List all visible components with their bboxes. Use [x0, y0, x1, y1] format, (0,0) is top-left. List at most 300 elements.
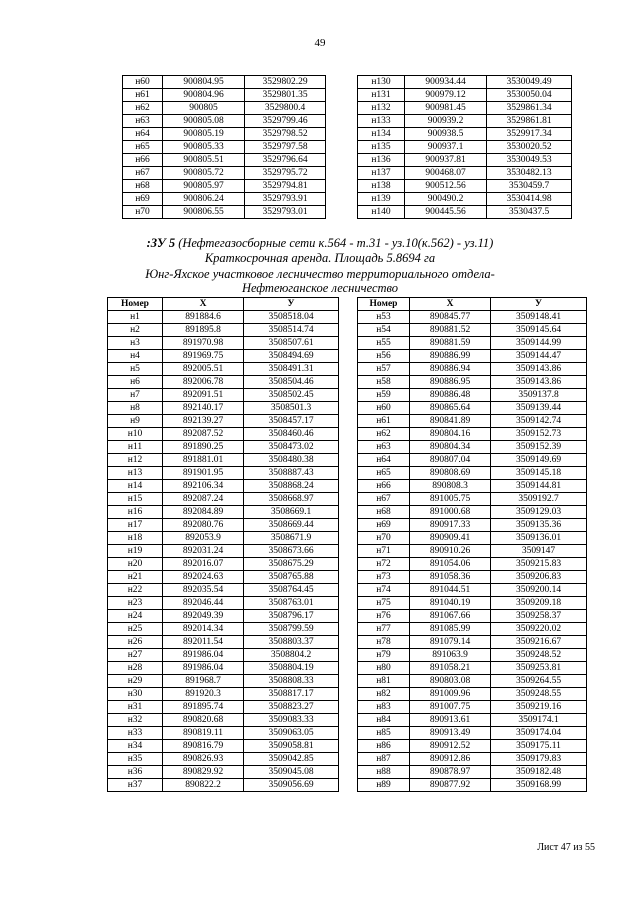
point-number: н63 [358, 441, 410, 454]
table-row [358, 740, 587, 753]
table-row [108, 545, 339, 558]
x-coordinate: 890829.92 [163, 766, 244, 779]
table-row [123, 154, 326, 167]
x-coordinate: 890913.61 [410, 714, 491, 727]
table-row [108, 493, 339, 506]
x-coordinate: 890826.93 [163, 753, 244, 766]
table-row [108, 779, 339, 792]
y-coordinate: 3529861.34 [487, 102, 572, 115]
x-coordinate: 891058.36 [410, 571, 491, 584]
table-row [123, 141, 326, 154]
table-row [358, 311, 587, 324]
y-coordinate: 3509145.64 [491, 324, 587, 337]
x-coordinate: 890845.77 [410, 311, 491, 324]
table-row [358, 389, 587, 402]
x-coordinate: 892139.27 [163, 415, 244, 428]
x-coordinate: 890822.2 [163, 779, 244, 792]
table-row [358, 428, 587, 441]
section-description: (Нефтегазосборные сети к.564 - т.31 - уз.10(к.562) - уз.11) [175, 236, 494, 250]
table-row [108, 571, 339, 584]
table-row [108, 519, 339, 532]
table-row [108, 636, 339, 649]
x-coordinate: 900512.56 [405, 180, 487, 193]
table-row [123, 76, 326, 89]
point-number: н58 [358, 376, 410, 389]
point-number: н77 [358, 623, 410, 636]
y-coordinate: 3508457.17 [244, 415, 339, 428]
x-coordinate: 900805.33 [163, 141, 245, 154]
point-number: н24 [108, 610, 163, 623]
y-coordinate: 3509192.7 [491, 493, 587, 506]
point-number: н80 [358, 662, 410, 675]
x-coordinate: 900804.95 [163, 76, 245, 89]
x-coordinate: 900490.2 [405, 193, 487, 206]
point-number: н14 [108, 480, 163, 493]
point-number: н31 [108, 701, 163, 714]
table-row [123, 180, 326, 193]
sheet-footer: Лист 47 из 55 [537, 842, 595, 853]
table-row [358, 454, 587, 467]
table-row [123, 89, 326, 102]
x-coordinate: 890886.95 [410, 376, 491, 389]
x-coordinate: 892049.39 [163, 610, 244, 623]
y-coordinate: 3508494.69 [244, 350, 339, 363]
x-coordinate: 891005.75 [410, 493, 491, 506]
x-coordinate: 892035.54 [163, 584, 244, 597]
y-coordinate: 3509248.52 [491, 649, 587, 662]
y-coordinate: 3509063.05 [244, 727, 339, 740]
y-coordinate: 3529799.46 [245, 115, 326, 128]
table-row [108, 649, 339, 662]
table-row [108, 532, 339, 545]
header-x: X [163, 298, 244, 311]
table-row [108, 727, 339, 740]
point-number: н59 [358, 389, 410, 402]
y-coordinate: 3509174.1 [491, 714, 587, 727]
point-number: н60 [123, 76, 163, 89]
point-number: н61 [123, 89, 163, 102]
table-row [108, 363, 339, 376]
y-coordinate: 3509135.36 [491, 519, 587, 532]
point-number: н10 [108, 428, 163, 441]
table-row [108, 402, 339, 415]
table-row [108, 454, 339, 467]
header-y: У [491, 298, 587, 311]
table-row [358, 519, 587, 532]
table-row [358, 402, 587, 415]
coord-table-top-right [357, 75, 572, 219]
x-coordinate: 900805.19 [163, 128, 245, 141]
y-coordinate: 3509144.47 [491, 350, 587, 363]
table-row [108, 337, 339, 350]
table-row [123, 206, 326, 219]
y-coordinate: 3508669.1 [244, 506, 339, 519]
table-row [123, 128, 326, 141]
table-row [358, 76, 572, 89]
y-coordinate: 3508887.43 [244, 467, 339, 480]
y-coordinate: 3508518.04 [244, 311, 339, 324]
coord-table-bottom-right [357, 297, 587, 792]
y-coordinate: 3509137.8 [491, 389, 587, 402]
header-number: Номер [358, 298, 410, 311]
point-number: н70 [358, 532, 410, 545]
x-coordinate: 891000.68 [410, 506, 491, 519]
table-row [358, 558, 587, 571]
point-number: н55 [358, 337, 410, 350]
point-number: н23 [108, 597, 163, 610]
point-number: н2 [108, 324, 163, 337]
point-number: н53 [358, 311, 410, 324]
table-row [108, 610, 339, 623]
point-number: н64 [358, 454, 410, 467]
y-coordinate: 3509264.55 [491, 675, 587, 688]
x-coordinate: 900805.72 [163, 167, 245, 180]
table-row [358, 115, 572, 128]
forestry-department-line: Нефтеюганское лесничество [241, 281, 399, 295]
point-number: н73 [358, 571, 410, 584]
point-number: н17 [108, 519, 163, 532]
x-coordinate: 892006.78 [163, 376, 244, 389]
y-coordinate: 3529917.34 [487, 128, 572, 141]
point-number: н37 [108, 779, 163, 792]
page-number: 49 [314, 37, 326, 49]
y-coordinate: 3508763.01 [244, 597, 339, 610]
y-coordinate: 3530482.13 [487, 167, 572, 180]
point-number: н35 [108, 753, 163, 766]
table-row [358, 532, 587, 545]
x-coordinate: 891895.8 [163, 324, 244, 337]
header-x: X [410, 298, 491, 311]
x-coordinate: 891044.51 [410, 584, 491, 597]
table-row [108, 623, 339, 636]
point-number: н11 [108, 441, 163, 454]
y-coordinate: 3508671.9 [244, 532, 339, 545]
table-row [108, 701, 339, 714]
x-coordinate: 891920.3 [163, 688, 244, 701]
point-number: н136 [358, 154, 405, 167]
header-row [108, 298, 339, 311]
point-number: н62 [123, 102, 163, 115]
x-coordinate: 892014.34 [163, 623, 244, 636]
table-row [358, 415, 587, 428]
y-coordinate: 3509215.83 [491, 558, 587, 571]
header-number: Номер [108, 298, 163, 311]
y-coordinate: 3529794.81 [245, 180, 326, 193]
y-coordinate: 3508514.74 [244, 324, 339, 337]
x-coordinate: 892024.63 [163, 571, 244, 584]
table-row [358, 337, 587, 350]
point-number: н21 [108, 571, 163, 584]
point-number: н74 [358, 584, 410, 597]
y-coordinate: 3508460.46 [244, 428, 339, 441]
x-coordinate: 891079.14 [410, 636, 491, 649]
point-number: н32 [108, 714, 163, 727]
table-row [358, 180, 572, 193]
y-coordinate: 3509148.41 [491, 311, 587, 324]
x-coordinate: 891054.06 [410, 558, 491, 571]
y-coordinate: 3508504.46 [244, 376, 339, 389]
x-coordinate: 892084.89 [163, 506, 244, 519]
point-number: н65 [358, 467, 410, 480]
y-coordinate: 3509219.16 [491, 701, 587, 714]
y-coordinate: 3509143.86 [491, 376, 587, 389]
y-coordinate: 3509129.03 [491, 506, 587, 519]
point-number: н36 [108, 766, 163, 779]
x-coordinate: 890820.68 [163, 714, 244, 727]
header-y: У [244, 298, 339, 311]
x-coordinate: 890807.04 [410, 454, 491, 467]
point-number: н81 [358, 675, 410, 688]
x-coordinate: 900804.96 [163, 89, 245, 102]
point-number: н22 [108, 584, 163, 597]
table-row [358, 623, 587, 636]
y-coordinate: 3509149.69 [491, 454, 587, 467]
x-coordinate: 890912.86 [410, 753, 491, 766]
table-row [108, 376, 339, 389]
point-number: н88 [358, 766, 410, 779]
y-coordinate: 3508491.31 [244, 363, 339, 376]
point-number: н3 [108, 337, 163, 350]
table-row [358, 467, 587, 480]
y-coordinate: 3509139.44 [491, 402, 587, 415]
point-number: н76 [358, 610, 410, 623]
y-coordinate: 3508668.97 [244, 493, 339, 506]
x-coordinate: 892053.9 [163, 532, 244, 545]
point-number: н16 [108, 506, 163, 519]
x-coordinate: 892087.52 [163, 428, 244, 441]
x-coordinate: 900468.07 [405, 167, 487, 180]
table-row [358, 363, 587, 376]
x-coordinate: 890886.94 [410, 363, 491, 376]
table-row [108, 584, 339, 597]
table-row [108, 311, 339, 324]
table-row [358, 493, 587, 506]
y-coordinate: 3529800.4 [245, 102, 326, 115]
y-coordinate: 3508765.88 [244, 571, 339, 584]
x-coordinate: 891063.9 [410, 649, 491, 662]
x-coordinate: 891901.95 [163, 467, 244, 480]
x-coordinate: 900805 [163, 102, 245, 115]
table-row [358, 584, 587, 597]
y-coordinate: 3508823.27 [244, 701, 339, 714]
x-coordinate: 891040.19 [410, 597, 491, 610]
point-number: н9 [108, 415, 163, 428]
x-coordinate: 890819.11 [163, 727, 244, 740]
table-row [358, 324, 587, 337]
point-number: н66 [358, 480, 410, 493]
table-row [108, 675, 339, 688]
x-coordinate: 900981.45 [405, 102, 487, 115]
table-row [358, 753, 587, 766]
y-coordinate: 3509258.37 [491, 610, 587, 623]
point-number: н83 [358, 701, 410, 714]
table-row [108, 688, 339, 701]
table-row [358, 206, 572, 219]
point-number: н7 [108, 389, 163, 402]
x-coordinate: 890886.48 [410, 389, 491, 402]
point-number: н34 [108, 740, 163, 753]
y-coordinate: 3508803.37 [244, 636, 339, 649]
point-number: н54 [358, 324, 410, 337]
y-coordinate: 3529801.35 [245, 89, 326, 102]
y-coordinate: 3508868.24 [244, 480, 339, 493]
point-number: н19 [108, 545, 163, 558]
table-row [358, 714, 587, 727]
point-number: н87 [358, 753, 410, 766]
table-row [108, 662, 339, 675]
y-coordinate: 3509206.83 [491, 571, 587, 584]
table-row [358, 766, 587, 779]
x-coordinate: 900805.08 [163, 115, 245, 128]
table-row [358, 376, 587, 389]
point-number: н138 [358, 180, 405, 193]
x-coordinate: 891890.25 [163, 441, 244, 454]
x-coordinate: 891881.01 [163, 454, 244, 467]
section-title [0, 236, 640, 251]
x-coordinate: 900806.55 [163, 206, 245, 219]
point-number: н69 [123, 193, 163, 206]
point-number: н56 [358, 350, 410, 363]
table-row [358, 597, 587, 610]
y-coordinate: 3509145.18 [491, 467, 587, 480]
x-coordinate: 900445.56 [405, 206, 487, 219]
y-coordinate: 3529793.01 [245, 206, 326, 219]
table-row [108, 506, 339, 519]
x-coordinate: 892005.51 [163, 363, 244, 376]
y-coordinate: 3529795.72 [245, 167, 326, 180]
point-number: н75 [358, 597, 410, 610]
y-coordinate: 3529797.58 [245, 141, 326, 154]
table-row [358, 610, 587, 623]
x-coordinate: 890878.97 [410, 766, 491, 779]
x-coordinate: 890881.52 [410, 324, 491, 337]
y-coordinate: 3529861.81 [487, 115, 572, 128]
y-coordinate: 3508804.19 [244, 662, 339, 675]
table-row [358, 727, 587, 740]
table-row [358, 662, 587, 675]
x-coordinate: 890803.08 [410, 675, 491, 688]
x-coordinate: 891969.75 [163, 350, 244, 363]
point-number: н28 [108, 662, 163, 675]
x-coordinate: 890841.89 [410, 415, 491, 428]
y-coordinate: 3508507.61 [244, 337, 339, 350]
y-coordinate: 3509168.99 [491, 779, 587, 792]
point-number: н135 [358, 141, 405, 154]
point-number: н15 [108, 493, 163, 506]
table-row [358, 193, 572, 206]
x-coordinate: 900939.2 [405, 115, 487, 128]
x-coordinate: 890877.92 [410, 779, 491, 792]
y-coordinate: 3529793.91 [245, 193, 326, 206]
x-coordinate: 890912.52 [410, 740, 491, 753]
y-coordinate: 3509220.02 [491, 623, 587, 636]
table-row [358, 350, 587, 363]
y-coordinate: 3530049.49 [487, 76, 572, 89]
table-row [108, 389, 339, 402]
point-number: н66 [123, 154, 163, 167]
table-row [358, 480, 587, 493]
point-number: н13 [108, 467, 163, 480]
coord-table-top-left [122, 75, 326, 219]
table-row [358, 506, 587, 519]
table-row [108, 740, 339, 753]
table-row [108, 441, 339, 454]
y-coordinate: 3508480.38 [244, 454, 339, 467]
table-row [358, 154, 572, 167]
point-number: н68 [123, 180, 163, 193]
y-coordinate: 3508673.66 [244, 545, 339, 558]
x-coordinate: 892087.24 [163, 493, 244, 506]
y-coordinate: 3530050.04 [487, 89, 572, 102]
x-coordinate: 890865.64 [410, 402, 491, 415]
point-number: н70 [123, 206, 163, 219]
table-row [358, 545, 587, 558]
x-coordinate: 890804.16 [410, 428, 491, 441]
table-row [358, 779, 587, 792]
point-number: н86 [358, 740, 410, 753]
point-number: н68 [358, 506, 410, 519]
x-coordinate: 890804.34 [410, 441, 491, 454]
x-coordinate: 892140.17 [163, 402, 244, 415]
point-number: н29 [108, 675, 163, 688]
point-number: н137 [358, 167, 405, 180]
x-coordinate: 890913.49 [410, 727, 491, 740]
y-coordinate: 3508799.59 [244, 623, 339, 636]
table-row [108, 428, 339, 441]
table-row [358, 128, 572, 141]
table-row [123, 193, 326, 206]
x-coordinate: 890917.33 [410, 519, 491, 532]
x-coordinate: 892016.07 [163, 558, 244, 571]
point-number: н4 [108, 350, 163, 363]
x-coordinate: 892080.76 [163, 519, 244, 532]
y-coordinate: 3508675.29 [244, 558, 339, 571]
x-coordinate: 891058.21 [410, 662, 491, 675]
y-coordinate: 3530414.98 [487, 193, 572, 206]
y-coordinate: 3509042.85 [244, 753, 339, 766]
y-coordinate: 3508817.17 [244, 688, 339, 701]
y-coordinate: 3509144.81 [491, 480, 587, 493]
x-coordinate: 891067.66 [410, 610, 491, 623]
point-number: н64 [123, 128, 163, 141]
point-number: н67 [123, 167, 163, 180]
y-coordinate: 3530049.53 [487, 154, 572, 167]
x-coordinate: 892031.24 [163, 545, 244, 558]
table-row [358, 141, 572, 154]
forestry-line: Юнг-Яхское участковое лесничество территориального отдела- [145, 267, 495, 281]
x-coordinate: 900979.12 [405, 89, 487, 102]
y-coordinate: 3529796.64 [245, 154, 326, 167]
table-row [108, 467, 339, 480]
y-coordinate: 3509179.83 [491, 753, 587, 766]
table-row [108, 714, 339, 727]
point-number: н62 [358, 428, 410, 441]
section-id: :ЗУ 5 [146, 236, 176, 250]
y-coordinate: 3509216.67 [491, 636, 587, 649]
point-number: н18 [108, 532, 163, 545]
x-coordinate: 890881.59 [410, 337, 491, 350]
y-coordinate: 3530437.5 [487, 206, 572, 219]
x-coordinate: 890808.3 [410, 480, 491, 493]
point-number: н30 [108, 688, 163, 701]
y-coordinate: 3509147 [491, 545, 587, 558]
table-row [358, 636, 587, 649]
y-coordinate: 3509045.08 [244, 766, 339, 779]
point-number: н67 [358, 493, 410, 506]
x-coordinate: 891986.04 [163, 649, 244, 662]
point-number: н131 [358, 89, 405, 102]
table-row [358, 571, 587, 584]
